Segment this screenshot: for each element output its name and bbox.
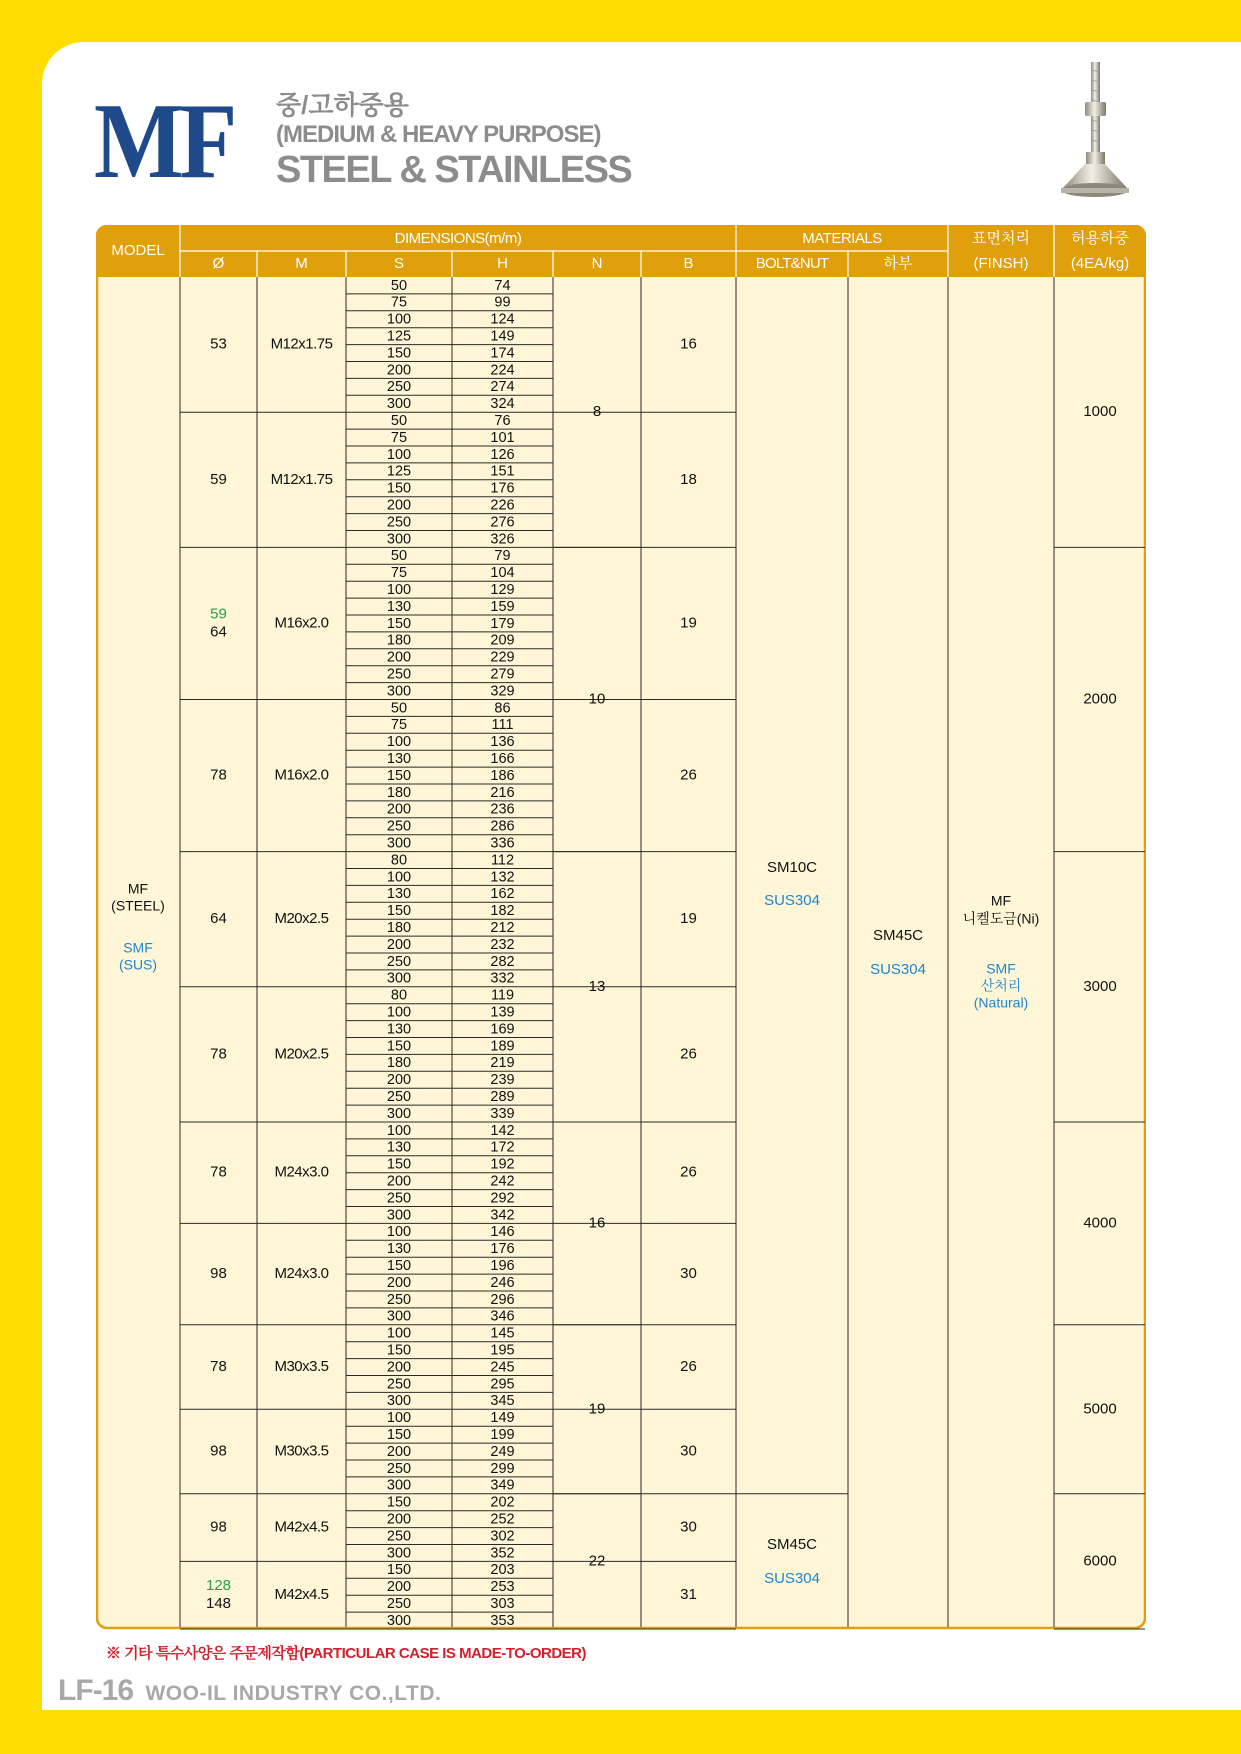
cell-s: 200 — [386, 497, 412, 514]
cell-h: 295 — [490, 1376, 515, 1393]
cell-s: 125 — [386, 328, 412, 345]
finish-steel-name: MF — [990, 892, 1012, 909]
cell-b: 18 — [680, 470, 697, 488]
base-steel: SM45C — [872, 926, 924, 944]
cell-m: M42x4.5 — [274, 1518, 329, 1536]
cell-h: 229 — [490, 649, 515, 666]
cell-dia: 59 — [210, 470, 227, 488]
cell-s: 100 — [386, 869, 412, 886]
cell-b: 26 — [680, 766, 697, 784]
cell-h: 111 — [491, 717, 514, 734]
cell-s: 200 — [386, 1274, 412, 1291]
cell-h: 166 — [490, 750, 515, 767]
cell-s: 300 — [386, 1207, 412, 1224]
cell-s: 150 — [386, 615, 412, 632]
cell-h: 186 — [490, 767, 515, 784]
leveling-foot-image — [1055, 60, 1135, 210]
subtitle-korean: 중/고하중용 — [276, 90, 409, 120]
cell-s: 50 — [390, 277, 408, 294]
page-title: STEEL & STAINLESS — [276, 149, 632, 191]
cell-s: 100 — [386, 446, 412, 463]
cell-h: 226 — [490, 497, 515, 514]
cell-s: 75 — [390, 565, 408, 582]
header-n: N — [591, 254, 603, 272]
cell-b: 19 — [680, 910, 697, 928]
cell-b: 31 — [680, 1586, 697, 1604]
cell-h: 112 — [490, 852, 515, 869]
cell-h: 342 — [490, 1207, 515, 1224]
company-name: WOO-IL INDUSTRY CO.,LTD. — [145, 1682, 442, 1705]
cell-h: 212 — [490, 919, 515, 936]
cell-s: 200 — [386, 1443, 412, 1460]
cell-n: 10 — [588, 690, 606, 708]
cell-h: 176 — [490, 1241, 515, 1258]
cell-b: 26 — [680, 1358, 697, 1376]
cell-s: 200 — [386, 936, 412, 953]
cell-h: 245 — [490, 1359, 515, 1376]
cell-s: 125 — [386, 463, 412, 480]
cell-s: 200 — [386, 1359, 412, 1376]
header-m: M — [295, 254, 308, 272]
cell-s: 150 — [386, 1038, 412, 1055]
model-sus-label: (SUS) — [118, 956, 158, 973]
header-load-en: (4EA/kg) — [1070, 254, 1130, 272]
cell-h: 79 — [494, 548, 511, 565]
cell-s: 250 — [386, 1460, 412, 1477]
cell-s: 130 — [386, 886, 412, 903]
cell-n: 19 — [588, 1400, 606, 1418]
cell-h: 345 — [490, 1393, 515, 1410]
cell-s: 100 — [386, 734, 412, 751]
cell-s: 200 — [386, 1173, 412, 1190]
cell-h: 74 — [494, 277, 511, 294]
cell-load: 5000 — [1083, 1400, 1117, 1418]
page-number: LF-16 — [58, 1674, 134, 1707]
cell-s: 80 — [390, 852, 408, 869]
cell-m: M16x2.0 — [274, 614, 329, 632]
cell-h: 232 — [490, 936, 515, 953]
cell-h: 145 — [490, 1325, 515, 1342]
cell-s: 100 — [386, 1410, 412, 1427]
cell-dia: 78 — [210, 766, 227, 784]
cell-h: 296 — [490, 1291, 515, 1308]
cell-h: 126 — [490, 446, 515, 463]
cell-s: 250 — [386, 1291, 412, 1308]
cell-s: 200 — [386, 1579, 412, 1596]
cell-b: 30 — [680, 1518, 697, 1536]
cell-dia: 53 — [210, 335, 227, 353]
cell-dia: 148 — [205, 1595, 232, 1613]
cell-h: 239 — [490, 1072, 515, 1089]
cell-m: M12x1.75 — [270, 335, 333, 353]
cell-s: 300 — [386, 531, 412, 548]
cell-h: 189 — [490, 1038, 515, 1055]
cell-s: 250 — [386, 818, 412, 835]
cell-s: 300 — [386, 396, 412, 413]
bolt-sus-1: SUS304 — [764, 891, 820, 909]
bolt-steel-2: SM45C — [766, 1535, 818, 1553]
model-steel-name: MF — [127, 880, 149, 897]
cell-b: 16 — [680, 335, 697, 353]
cell-h: 199 — [490, 1426, 515, 1443]
cell-h: 249 — [490, 1443, 515, 1460]
cell-h: 303 — [490, 1595, 515, 1612]
cell-s: 250 — [386, 1528, 412, 1545]
header-b: B — [683, 254, 694, 272]
cell-h: 353 — [490, 1612, 515, 1629]
cell-s: 150 — [386, 480, 412, 497]
cell-h: 324 — [490, 396, 515, 413]
cell-s: 150 — [386, 1257, 412, 1274]
cell-s: 75 — [390, 429, 408, 446]
cell-dia: 98 — [210, 1442, 227, 1460]
cell-s: 180 — [386, 1055, 412, 1072]
cell-h: 119 — [490, 987, 515, 1004]
cell-dia: 64 — [210, 623, 227, 641]
cell-load: 4000 — [1083, 1214, 1117, 1232]
cell-s: 80 — [390, 987, 408, 1004]
cell-b: 30 — [680, 1442, 697, 1460]
cell-h: 202 — [490, 1494, 515, 1511]
cell-m: M24x3.0 — [274, 1265, 329, 1283]
cell-h: 159 — [490, 598, 515, 615]
header-dia: Ø — [212, 254, 225, 272]
cell-s: 180 — [386, 784, 412, 801]
cell-h: 149 — [490, 1410, 515, 1427]
cell-h: 246 — [490, 1274, 515, 1291]
header-s: S — [393, 254, 405, 272]
base-sus: SUS304 — [870, 960, 926, 978]
cell-h: 182 — [490, 903, 515, 920]
footer — [58, 1676, 441, 1706]
cell-h: 286 — [490, 818, 515, 835]
cell-h: 162 — [490, 886, 515, 903]
cell-dia-sus: 59 — [210, 605, 227, 623]
cell-h: 349 — [490, 1477, 515, 1494]
cell-s: 75 — [390, 294, 408, 311]
cell-b: 19 — [680, 614, 697, 632]
cell-h: 101 — [490, 429, 515, 446]
cell-h: 174 — [490, 345, 515, 362]
cell-s: 200 — [386, 1511, 412, 1528]
cell-h: 124 — [490, 311, 515, 328]
cell-s: 200 — [386, 1072, 412, 1089]
cell-h: 336 — [490, 835, 515, 852]
cell-m: M12x1.75 — [270, 470, 333, 488]
cell-s: 150 — [386, 1494, 412, 1511]
cell-s: 300 — [386, 1477, 412, 1494]
cell-h: 179 — [490, 615, 515, 632]
cell-s: 250 — [386, 666, 412, 683]
cell-s: 100 — [386, 1122, 412, 1139]
cell-s: 100 — [386, 311, 412, 328]
cell-s: 130 — [386, 1241, 412, 1258]
cell-h: 149 — [490, 328, 515, 345]
cell-s: 300 — [386, 1545, 412, 1562]
cell-h: 192 — [490, 1156, 515, 1173]
cell-s: 100 — [386, 581, 412, 598]
cell-s: 150 — [386, 1426, 412, 1443]
bolt-steel-1: SM10C — [766, 858, 818, 876]
cell-s: 150 — [386, 1342, 412, 1359]
cell-h: 224 — [490, 362, 515, 379]
cell-h: 346 — [490, 1308, 515, 1325]
cell-s: 130 — [386, 750, 412, 767]
cell-n: 22 — [588, 1552, 606, 1570]
cell-s: 150 — [386, 1562, 412, 1579]
cell-s: 250 — [386, 379, 412, 396]
cell-h: 253 — [490, 1579, 515, 1596]
cell-dia: 78 — [210, 1163, 227, 1181]
cell-s: 50 — [390, 548, 408, 565]
spec-table — [96, 225, 1146, 1635]
subtitle-english: (MEDIUM & HEAVY PURPOSE) — [276, 121, 601, 148]
product-logo: MF — [94, 82, 233, 201]
cell-h: 216 — [490, 784, 515, 801]
cell-s: 300 — [386, 1308, 412, 1325]
header-materials: MATERIALS — [802, 229, 882, 247]
cell-m: M42x4.5 — [274, 1586, 329, 1604]
finish-sus-value-en: (Natural) — [973, 994, 1029, 1011]
cell-s: 300 — [386, 1612, 412, 1629]
cell-s: 75 — [390, 717, 408, 734]
cell-h: 132 — [490, 869, 515, 886]
cell-dia: 98 — [210, 1265, 227, 1283]
cell-h: 196 — [490, 1257, 515, 1274]
cell-m: M16x2.0 — [274, 766, 329, 784]
cell-h: 329 — [490, 683, 515, 700]
cell-s: 300 — [386, 1105, 412, 1122]
cell-h: 172 — [490, 1139, 515, 1156]
cell-b: 26 — [680, 1163, 697, 1181]
cell-s: 250 — [386, 1376, 412, 1393]
model-sus-name: SMF — [123, 939, 153, 956]
cell-load: 6000 — [1083, 1552, 1117, 1570]
cell-h: 142 — [490, 1122, 515, 1139]
cell-h: 282 — [490, 953, 515, 970]
cell-load: 1000 — [1083, 403, 1117, 421]
cell-h: 236 — [490, 801, 515, 818]
cell-h: 203 — [490, 1562, 515, 1579]
finish-sus-value: 산처리 — [980, 977, 1022, 994]
cell-s: 100 — [386, 1004, 412, 1021]
cell-m: M30x3.5 — [274, 1442, 329, 1460]
cell-h: 195 — [490, 1342, 515, 1359]
cell-s: 50 — [390, 412, 408, 429]
cell-h: 99 — [494, 294, 511, 311]
cell-s: 300 — [386, 970, 412, 987]
model-steel-label: (STEEL) — [111, 897, 165, 914]
cell-h: 86 — [494, 700, 511, 717]
cell-n: 13 — [588, 977, 606, 995]
cell-s: 200 — [386, 801, 412, 818]
cell-h: 219 — [490, 1055, 515, 1072]
cell-h: 352 — [490, 1545, 515, 1562]
cell-s: 100 — [386, 1224, 412, 1241]
order-note: ※ 기타 특수사양은 주문제작함(PARTICULAR CASE IS MADE-TO-ORDER) — [106, 1645, 586, 1662]
header-model: MODEL — [111, 241, 165, 259]
bolt-sus-2: SUS304 — [764, 1569, 820, 1587]
cell-m: M24x3.0 — [274, 1163, 329, 1181]
cell-m: M30x3.5 — [274, 1358, 329, 1376]
cell-h: 129 — [490, 581, 515, 598]
cell-s: 150 — [386, 1156, 412, 1173]
cell-b: 26 — [680, 1045, 697, 1063]
cell-h: 151 — [490, 463, 515, 480]
cell-s: 130 — [386, 598, 412, 615]
cell-dia: 98 — [210, 1518, 227, 1536]
header-h: H — [497, 254, 508, 272]
cell-s: 200 — [386, 649, 412, 666]
cell-h: 76 — [494, 412, 511, 429]
cell-h: 279 — [490, 666, 515, 683]
cell-s: 300 — [386, 835, 412, 852]
header-finish-en: (FINSH) — [973, 254, 1029, 272]
cell-h: 139 — [490, 1004, 515, 1021]
cell-dia: 78 — [210, 1045, 227, 1063]
header-boltnut: BOLT&NUT — [755, 254, 829, 272]
cell-s: 130 — [386, 1021, 412, 1038]
cell-h: 276 — [490, 514, 515, 531]
cell-h: 146 — [490, 1224, 515, 1241]
cell-h: 252 — [490, 1511, 515, 1528]
cell-dia: 64 — [210, 910, 227, 928]
cell-load: 3000 — [1083, 977, 1117, 995]
finish-sus-name: SMF — [986, 960, 1016, 977]
cell-s: 150 — [386, 345, 412, 362]
cell-h: 176 — [490, 480, 515, 497]
cell-h: 289 — [490, 1088, 515, 1105]
cell-h: 292 — [490, 1190, 515, 1207]
cell-s: 100 — [386, 1325, 412, 1342]
cell-h: 242 — [490, 1173, 515, 1190]
table-frame — [97, 226, 1145, 1628]
header-finish-kr: 표면처리 — [972, 229, 1030, 247]
cell-b: 30 — [680, 1265, 697, 1283]
cell-dia: 78 — [210, 1358, 227, 1376]
cell-s: 180 — [386, 632, 412, 649]
cell-h: 326 — [490, 531, 515, 548]
cell-s: 50 — [390, 700, 408, 717]
cell-s: 250 — [386, 1088, 412, 1105]
cell-n: 8 — [592, 403, 602, 421]
cell-s: 150 — [386, 903, 412, 920]
cell-h: 332 — [490, 970, 515, 987]
cell-s: 130 — [386, 1139, 412, 1156]
cell-s: 150 — [386, 767, 412, 784]
cell-dia-sus: 128 — [205, 1577, 232, 1595]
header-load-kr: 허용하중 — [1071, 229, 1129, 247]
finish-steel-value: 니켈도금(Ni) — [962, 910, 1040, 927]
cell-h: 169 — [490, 1021, 515, 1038]
cell-s: 300 — [386, 683, 412, 700]
header-base: 하부 — [883, 254, 913, 272]
cell-load: 2000 — [1083, 690, 1117, 708]
cell-h: 274 — [490, 379, 515, 396]
cell-s: 250 — [386, 1190, 412, 1207]
cell-h: 104 — [490, 565, 515, 582]
cell-h: 339 — [490, 1105, 515, 1122]
cell-s: 180 — [386, 919, 412, 936]
header-dimensions: DIMENSIONS(m/m) — [394, 229, 522, 247]
cell-h: 302 — [490, 1528, 515, 1545]
cell-h: 136 — [490, 734, 515, 751]
cell-s: 250 — [386, 514, 412, 531]
cell-s: 200 — [386, 362, 412, 379]
cell-m: M20x2.5 — [274, 1045, 329, 1063]
cell-s: 250 — [386, 1595, 412, 1612]
cell-m: M20x2.5 — [274, 910, 329, 928]
cell-s: 250 — [386, 953, 412, 970]
cell-n: 16 — [588, 1214, 606, 1232]
cell-s: 300 — [386, 1393, 412, 1410]
cell-h: 299 — [490, 1460, 515, 1477]
cell-h: 209 — [490, 632, 515, 649]
